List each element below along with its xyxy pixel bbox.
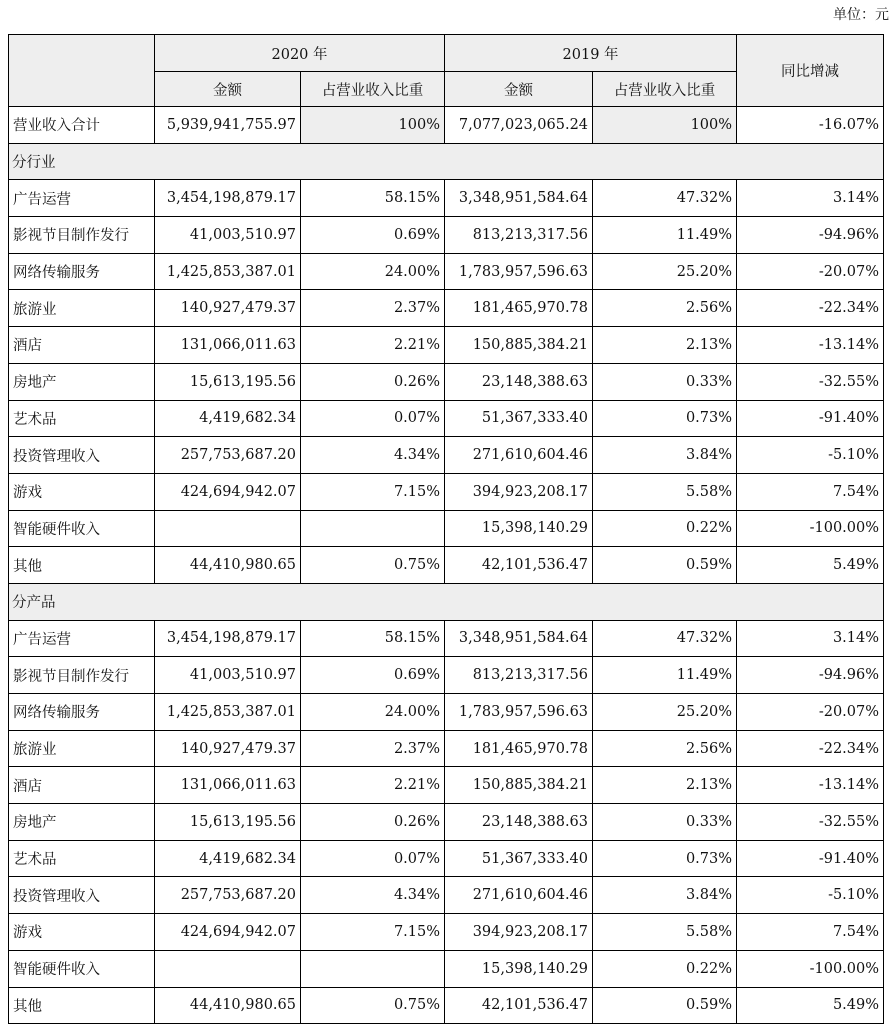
amount-2019: 181,465,970.78 bbox=[445, 290, 593, 327]
amount-2020: 15,613,195.56 bbox=[155, 804, 301, 841]
yoy-change: 5.49% bbox=[737, 547, 884, 584]
amount-2020: 3,454,198,879.17 bbox=[155, 180, 301, 217]
amount-2020: 131,066,011.63 bbox=[155, 327, 301, 364]
yoy-change: 7.54% bbox=[737, 914, 884, 951]
yoy-change: -32.55% bbox=[737, 363, 884, 400]
table-row bbox=[9, 767, 884, 804]
header-blank-cell bbox=[9, 35, 155, 107]
row-label: 网络传输服务 bbox=[9, 694, 155, 731]
amount-2019: 15,398,140.29 bbox=[445, 950, 593, 987]
amount-2019: 23,148,388.63 bbox=[445, 804, 593, 841]
share-2019: 47.32% bbox=[593, 180, 737, 217]
amount-2020: 44,410,980.65 bbox=[155, 987, 301, 1024]
share-2019: 0.59% bbox=[593, 547, 737, 584]
share-2020: 58.15% bbox=[301, 620, 445, 657]
yoy-change: -100.00% bbox=[737, 510, 884, 547]
table-row bbox=[9, 620, 884, 657]
share-2020: 7.15% bbox=[301, 473, 445, 510]
amount-2020: 1,425,853,387.01 bbox=[155, 694, 301, 731]
table-row bbox=[9, 914, 884, 951]
yoy-change: -22.34% bbox=[737, 730, 884, 767]
amount-2020: 3,454,198,879.17 bbox=[155, 620, 301, 657]
table-body bbox=[9, 107, 884, 1024]
amount-2020: 44,410,980.65 bbox=[155, 547, 301, 584]
amount-2019: 271,610,604.46 bbox=[445, 877, 593, 914]
share-2020: 0.69% bbox=[301, 657, 445, 694]
yoy-change: 3.14% bbox=[737, 180, 884, 217]
header-amount-2019: 金额 bbox=[445, 72, 593, 107]
row-label: 酒店 bbox=[9, 327, 155, 364]
row-label: 影视节目制作发行 bbox=[9, 657, 155, 694]
share-2019: 3.84% bbox=[593, 877, 737, 914]
yoy-change: -91.40% bbox=[737, 840, 884, 877]
yoy-change: -94.96% bbox=[737, 657, 884, 694]
table-row bbox=[9, 657, 884, 694]
share-2020: 0.07% bbox=[301, 840, 445, 877]
share-2020: 0.26% bbox=[301, 804, 445, 841]
table-row bbox=[9, 804, 884, 841]
share-2019: 3.84% bbox=[593, 437, 737, 474]
header-year-2020: 2020 年 bbox=[155, 35, 445, 72]
amount-2020: 257,753,687.20 bbox=[155, 877, 301, 914]
row-label: 旅游业 bbox=[9, 290, 155, 327]
total-row bbox=[9, 107, 884, 144]
table-row bbox=[9, 840, 884, 877]
unit-label: 单位：元 bbox=[833, 7, 889, 23]
yoy-change: -100.00% bbox=[737, 950, 884, 987]
share-2019: 100% bbox=[593, 107, 737, 144]
share-2020: 0.26% bbox=[301, 363, 445, 400]
yoy-change: -13.14% bbox=[737, 327, 884, 364]
amount-2019: 3,348,951,584.64 bbox=[445, 620, 593, 657]
amount-2020: 41,003,510.97 bbox=[155, 217, 301, 254]
share-2019: 5.58% bbox=[593, 914, 737, 951]
yoy-change: -16.07% bbox=[737, 107, 884, 144]
row-label: 酒店 bbox=[9, 767, 155, 804]
amount-2019: 813,213,317.56 bbox=[445, 217, 593, 254]
row-label: 其他 bbox=[9, 547, 155, 584]
header-share-2020: 占营业收入比重 bbox=[301, 72, 445, 107]
header-amount-2020: 金额 bbox=[155, 72, 301, 107]
amount-2019: 3,348,951,584.64 bbox=[445, 180, 593, 217]
amount-2019: 1,783,957,596.63 bbox=[445, 253, 593, 290]
row-label: 游戏 bbox=[9, 473, 155, 510]
amount-2019: 51,367,333.40 bbox=[445, 840, 593, 877]
share-2020 bbox=[301, 510, 445, 547]
amount-2019: 813,213,317.56 bbox=[445, 657, 593, 694]
amount-2020: 140,927,479.37 bbox=[155, 290, 301, 327]
row-label: 投资管理收入 bbox=[9, 877, 155, 914]
row-label: 艺术品 bbox=[9, 840, 155, 877]
amount-2020: 131,066,011.63 bbox=[155, 767, 301, 804]
table-row bbox=[9, 363, 884, 400]
yoy-change: -20.07% bbox=[737, 253, 884, 290]
amount-2020 bbox=[155, 510, 301, 547]
amount-2019: 181,465,970.78 bbox=[445, 730, 593, 767]
amount-2020: 5,939,941,755.97 bbox=[155, 107, 301, 144]
table-row bbox=[9, 473, 884, 510]
table-row bbox=[9, 327, 884, 364]
yoy-change: -5.10% bbox=[737, 877, 884, 914]
amount-2019: 51,367,333.40 bbox=[445, 400, 593, 437]
share-2019: 0.33% bbox=[593, 363, 737, 400]
share-2019: 0.33% bbox=[593, 804, 737, 841]
amount-2020: 4,419,682.34 bbox=[155, 400, 301, 437]
section-header-row bbox=[9, 143, 884, 180]
share-2020: 4.34% bbox=[301, 877, 445, 914]
share-2019: 25.20% bbox=[593, 694, 737, 731]
row-label: 房地产 bbox=[9, 804, 155, 841]
amount-2020: 257,753,687.20 bbox=[155, 437, 301, 474]
share-2020: 0.75% bbox=[301, 987, 445, 1024]
table-row bbox=[9, 400, 884, 437]
share-2019: 47.32% bbox=[593, 620, 737, 657]
row-label: 旅游业 bbox=[9, 730, 155, 767]
header-year-2019: 2019 年 bbox=[445, 35, 737, 72]
share-2020: 0.69% bbox=[301, 217, 445, 254]
table-row bbox=[9, 217, 884, 254]
yoy-change: -91.40% bbox=[737, 400, 884, 437]
amount-2019: 394,923,208.17 bbox=[445, 914, 593, 951]
yoy-change: -32.55% bbox=[737, 804, 884, 841]
table-header bbox=[9, 35, 884, 107]
table-row bbox=[9, 694, 884, 731]
share-2019: 11.49% bbox=[593, 657, 737, 694]
yoy-change: -13.14% bbox=[737, 767, 884, 804]
share-2020: 7.15% bbox=[301, 914, 445, 951]
yoy-change: 5.49% bbox=[737, 987, 884, 1024]
amount-2019: 42,101,536.47 bbox=[445, 547, 593, 584]
row-label: 智能硬件收入 bbox=[9, 950, 155, 987]
section-title: 分行业 bbox=[9, 143, 884, 180]
share-2019: 5.58% bbox=[593, 473, 737, 510]
amount-2019: 15,398,140.29 bbox=[445, 510, 593, 547]
share-2019: 2.13% bbox=[593, 327, 737, 364]
amount-2020: 1,425,853,387.01 bbox=[155, 253, 301, 290]
share-2019: 0.73% bbox=[593, 840, 737, 877]
amount-2020: 41,003,510.97 bbox=[155, 657, 301, 694]
row-label: 其他 bbox=[9, 987, 155, 1024]
table-row bbox=[9, 987, 884, 1024]
amount-2020: 15,613,195.56 bbox=[155, 363, 301, 400]
share-2020: 24.00% bbox=[301, 253, 445, 290]
amount-2020: 424,694,942.07 bbox=[155, 914, 301, 951]
amount-2019: 150,885,384.21 bbox=[445, 327, 593, 364]
share-2020: 4.34% bbox=[301, 437, 445, 474]
row-label: 影视节目制作发行 bbox=[9, 217, 155, 254]
header-share-2019: 占营业收入比重 bbox=[593, 72, 737, 107]
share-2019: 0.22% bbox=[593, 950, 737, 987]
row-label: 营业收入合计 bbox=[9, 107, 155, 144]
amount-2020: 140,927,479.37 bbox=[155, 730, 301, 767]
table-row bbox=[9, 877, 884, 914]
table-row bbox=[9, 437, 884, 474]
share-2019: 2.13% bbox=[593, 767, 737, 804]
table-row bbox=[9, 730, 884, 767]
row-label: 投资管理收入 bbox=[9, 437, 155, 474]
share-2020: 2.21% bbox=[301, 327, 445, 364]
yoy-change: -94.96% bbox=[737, 217, 884, 254]
share-2019: 25.20% bbox=[593, 253, 737, 290]
table-row bbox=[9, 180, 884, 217]
row-label: 网络传输服务 bbox=[9, 253, 155, 290]
amount-2020 bbox=[155, 950, 301, 987]
row-label: 游戏 bbox=[9, 914, 155, 951]
amount-2019: 394,923,208.17 bbox=[445, 473, 593, 510]
share-2020: 100% bbox=[301, 107, 445, 144]
section-title: 分产品 bbox=[9, 583, 884, 620]
amount-2020: 424,694,942.07 bbox=[155, 473, 301, 510]
header-yoy: 同比增减 bbox=[737, 35, 884, 107]
share-2020: 24.00% bbox=[301, 694, 445, 731]
amount-2019: 23,148,388.63 bbox=[445, 363, 593, 400]
table-row bbox=[9, 950, 884, 987]
row-label: 房地产 bbox=[9, 363, 155, 400]
amount-2019: 271,610,604.46 bbox=[445, 437, 593, 474]
share-2019: 0.59% bbox=[593, 987, 737, 1024]
amount-2020: 4,419,682.34 bbox=[155, 840, 301, 877]
yoy-change: 3.14% bbox=[737, 620, 884, 657]
amount-2019: 150,885,384.21 bbox=[445, 767, 593, 804]
share-2020 bbox=[301, 950, 445, 987]
yoy-change: -22.34% bbox=[737, 290, 884, 327]
share-2020: 58.15% bbox=[301, 180, 445, 217]
amount-2019: 7,077,023,065.24 bbox=[445, 107, 593, 144]
revenue-table bbox=[8, 34, 884, 1024]
share-2019: 0.73% bbox=[593, 400, 737, 437]
yoy-change: -5.10% bbox=[737, 437, 884, 474]
row-label: 广告运营 bbox=[9, 180, 155, 217]
amount-2019: 42,101,536.47 bbox=[445, 987, 593, 1024]
row-label: 智能硬件收入 bbox=[9, 510, 155, 547]
share-2020: 2.37% bbox=[301, 730, 445, 767]
amount-2019: 1,783,957,596.63 bbox=[445, 694, 593, 731]
yoy-change: 7.54% bbox=[737, 473, 884, 510]
section-header-row bbox=[9, 583, 884, 620]
table-row bbox=[9, 253, 884, 290]
share-2020: 2.21% bbox=[301, 767, 445, 804]
row-label: 艺术品 bbox=[9, 400, 155, 437]
share-2019: 0.22% bbox=[593, 510, 737, 547]
table-row bbox=[9, 510, 884, 547]
share-2020: 0.75% bbox=[301, 547, 445, 584]
share-2019: 2.56% bbox=[593, 290, 737, 327]
share-2020: 0.07% bbox=[301, 400, 445, 437]
row-label: 广告运营 bbox=[9, 620, 155, 657]
table-row bbox=[9, 290, 884, 327]
yoy-change: -20.07% bbox=[737, 694, 884, 731]
table-row bbox=[9, 547, 884, 584]
share-2019: 11.49% bbox=[593, 217, 737, 254]
share-2020: 2.37% bbox=[301, 290, 445, 327]
share-2019: 2.56% bbox=[593, 730, 737, 767]
